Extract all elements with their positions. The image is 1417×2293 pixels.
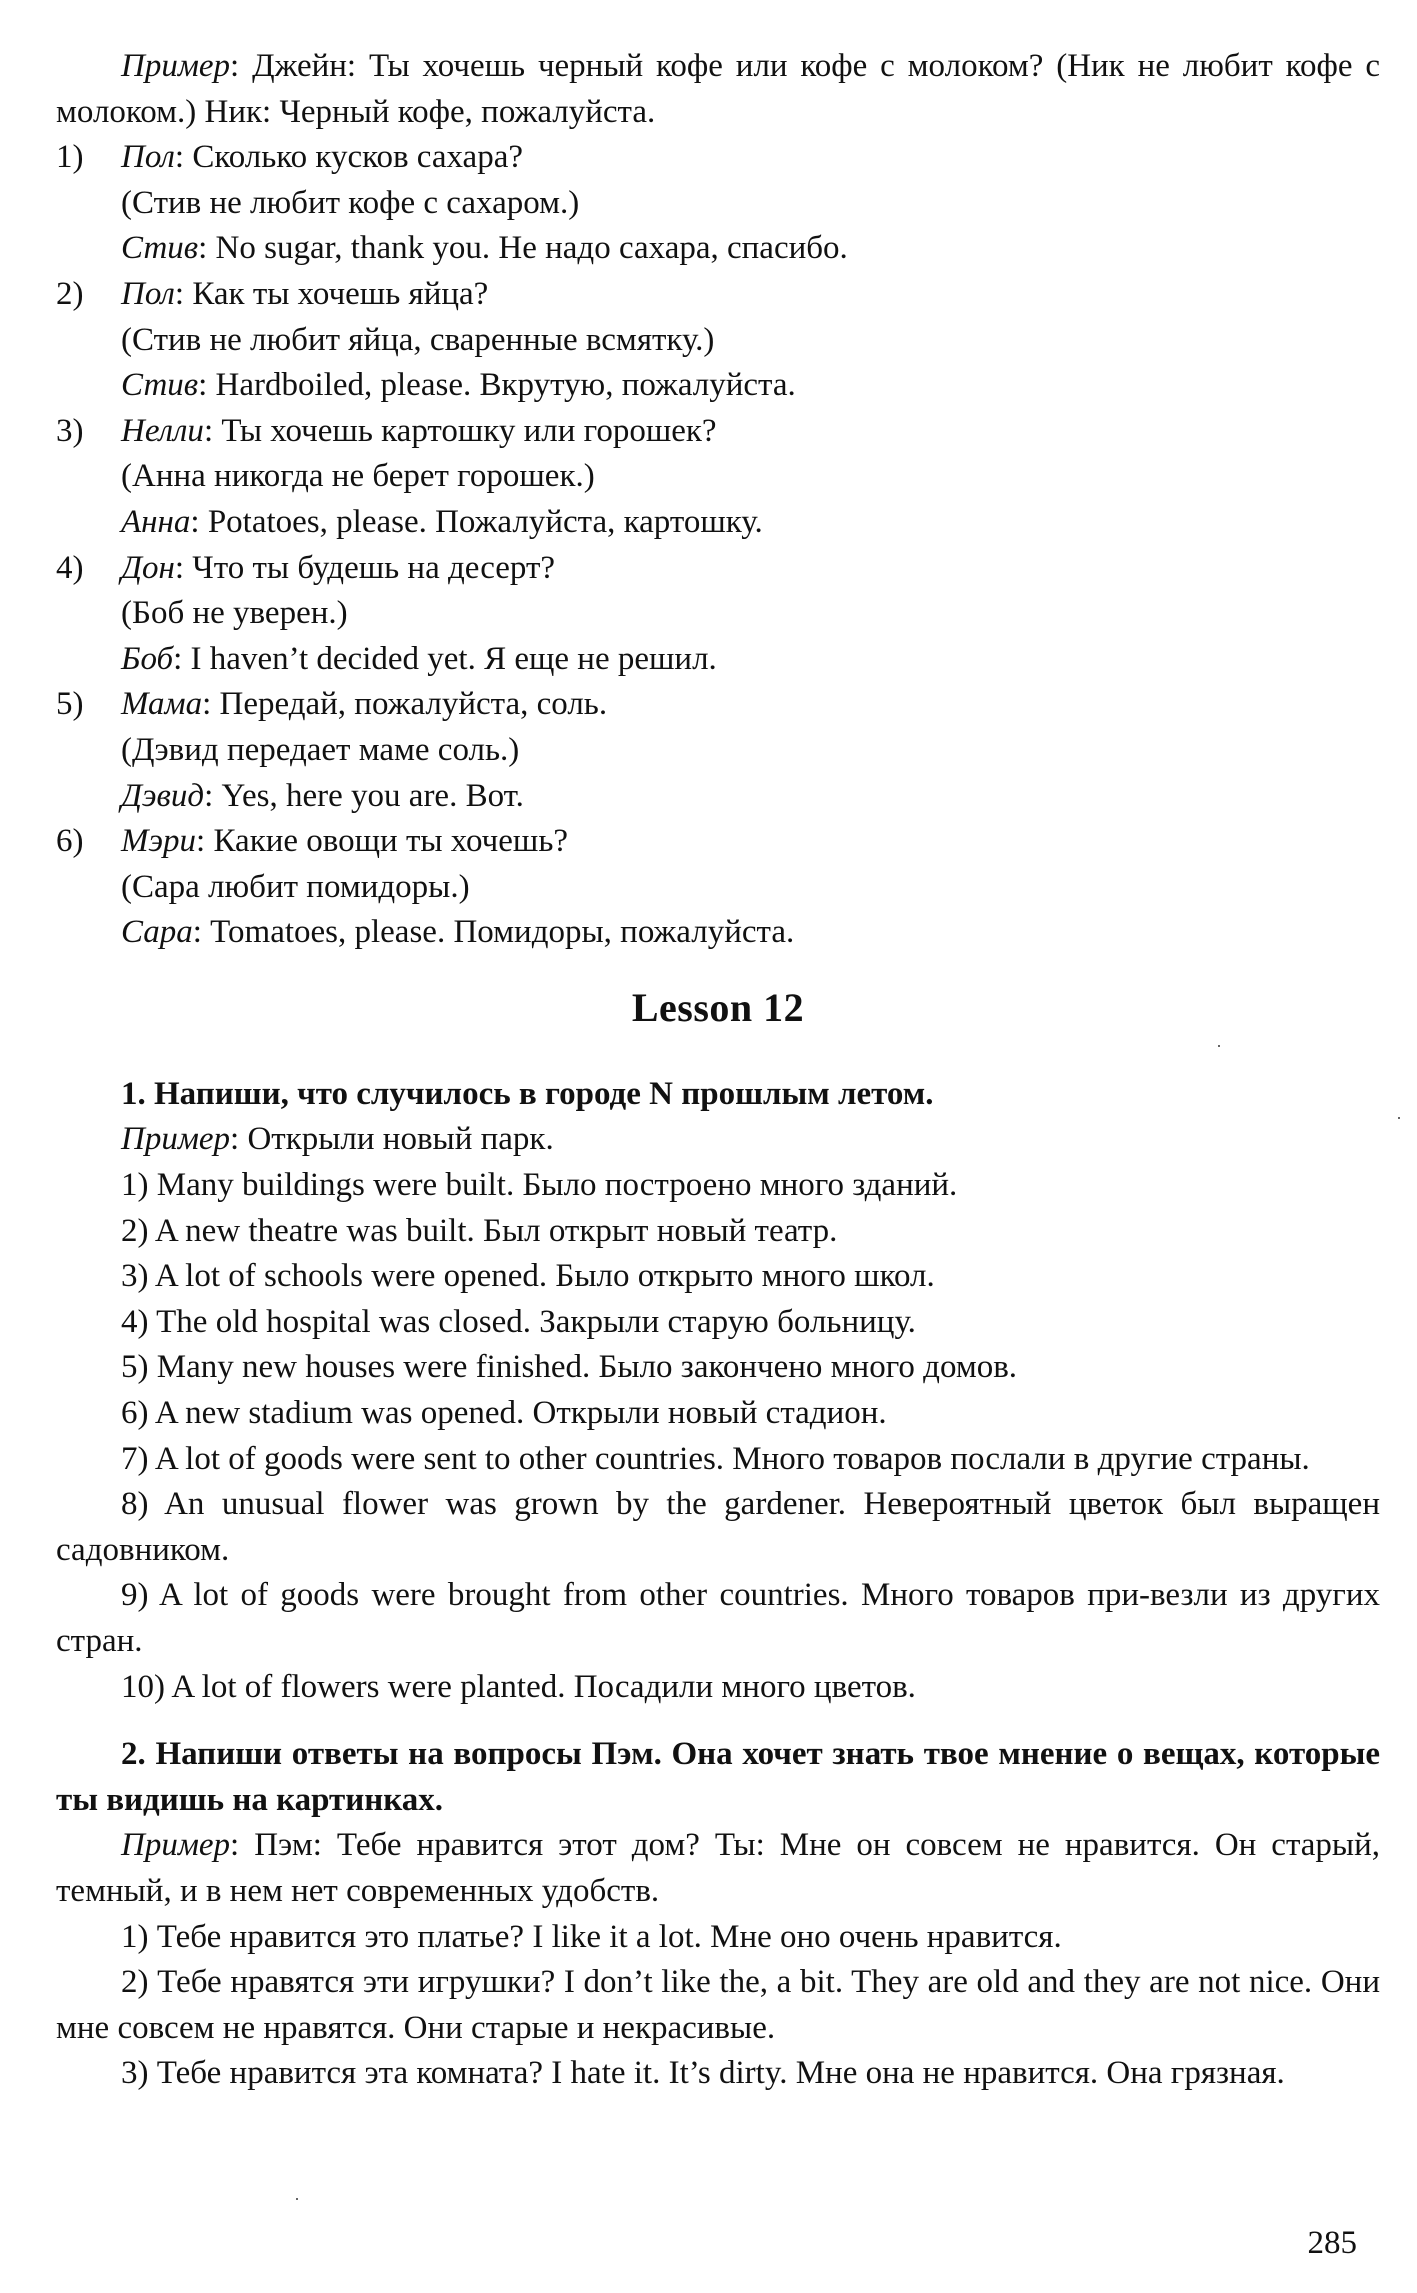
dialogue-item bbox=[56, 682, 1380, 819]
speaker: Пол bbox=[121, 275, 175, 312]
dialogue-example bbox=[56, 44, 1380, 135]
speaker: Сара bbox=[121, 914, 193, 951]
textbook-page bbox=[56, 44, 1380, 2097]
answer-item: 5) Many new houses were finished. Было закончено много домов. bbox=[121, 1349, 1018, 1386]
example-text: : Открыли новый парк. bbox=[230, 1121, 554, 1158]
answer-line: : Tomatoes, please. Помидоры, пожалуйста. bbox=[192, 914, 795, 951]
speaker: Дэвид bbox=[121, 777, 205, 814]
dialogue-item bbox=[56, 272, 1380, 409]
answer-item: 7) A lot of goods were sent to other countries. Много товаров послали в другие страны. bbox=[121, 1440, 1310, 1477]
task-2 bbox=[56, 1732, 1380, 2097]
answer-item: 1) Many buildings were built. Было построено много зданий. bbox=[121, 1167, 958, 1204]
answer-item: 2) A new theatre was built. Был открыт новый театр. bbox=[121, 1212, 838, 1249]
speaker: Пол bbox=[121, 139, 175, 176]
answer-line: : Yes, here you are. Вот. bbox=[204, 777, 524, 814]
example-text: : Джейн: Ты хочешь черный кофе или кофе с молоком? (Ник не любит кофе с молоком.) Ник: Черный кофе, пожалуйста. bbox=[56, 48, 1380, 130]
answer-item: 2) Тебе нравятся эти игрушки? I don’t like the, a bit. They are old and they are not nice. Они мне совсем не нравятся. Они старые и некрасивые. bbox=[56, 1964, 1380, 2046]
speaker: Мама bbox=[121, 686, 203, 723]
scan-speck bbox=[1398, 1117, 1400, 1119]
answer-item: 6) A new stadium was opened. Открыли новый стадион. bbox=[121, 1395, 887, 1432]
answer-item: 4) The old hospital was closed. Закрыли старую больницу. bbox=[121, 1303, 916, 1340]
scan-speck bbox=[296, 2198, 298, 2200]
speaker: Нелли bbox=[121, 412, 204, 449]
lesson-title: Lesson 12 bbox=[631, 984, 805, 1030]
dialogue-item bbox=[56, 409, 1380, 546]
context-note: (Анна никогда не берет горошек.) bbox=[121, 458, 595, 495]
speaker-line: : Что ты будешь на десерт? bbox=[174, 549, 556, 586]
speaker: Дон bbox=[121, 549, 175, 586]
speaker-line: : Передай, пожалуйста, соль. bbox=[202, 686, 608, 723]
answer-line: : I haven’t decided yet. Я еще не решил. bbox=[173, 640, 717, 677]
speaker: Стив bbox=[121, 367, 199, 404]
example-label: Пример bbox=[121, 48, 231, 84]
answer-line: : No sugar, thank you. Не надо сахара, спасибо. bbox=[198, 230, 848, 267]
speaker: Мэри bbox=[121, 823, 197, 860]
context-note: (Боб не уверен.) bbox=[121, 595, 348, 632]
answer-item: 1) Тебе нравится это платье? I like it a lot. Мне оно очень нравится. bbox=[121, 1918, 1062, 1955]
item-number: 1) bbox=[56, 139, 84, 176]
answer-line: : Potatoes, please. Пожалуйста, картошку. bbox=[190, 503, 763, 540]
speaker-line: : Какие овощи ты хочешь? bbox=[196, 823, 569, 860]
example-text: : Пэм: Тебе нравится этот дом? Ты: Мне он совсем не нравится. Он старый, темный, и в нем нет современных удобств. bbox=[56, 1827, 1380, 1909]
speaker-line: : Как ты хочешь яйца? bbox=[174, 275, 489, 312]
page-number: 285 bbox=[1307, 2225, 1357, 2261]
answer-item: 9) A lot of goods were brought from other countries. Много товаров при-везли из других стран. bbox=[56, 1577, 1380, 1659]
speaker: Стив bbox=[121, 230, 199, 267]
context-note: (Стив не любит кофе с сахаром.) bbox=[121, 184, 580, 221]
context-note: (Дэвид передает маме соль.) bbox=[121, 731, 520, 768]
item-number: 2) bbox=[56, 275, 84, 312]
example-label: Пример bbox=[121, 1827, 231, 1864]
speaker: Боб bbox=[121, 640, 174, 677]
task-1-title: 1. Напиши, что случилось в городе N прошлым летом. bbox=[121, 1075, 934, 1112]
dialogue-item bbox=[56, 135, 1380, 272]
dialogue-item bbox=[56, 546, 1380, 683]
task-1 bbox=[56, 1072, 1380, 1710]
item-number: 3) bbox=[56, 412, 84, 449]
answer-item: 3) A lot of schools were opened. Было открыто много школ. bbox=[121, 1258, 935, 1295]
item-number: 6) bbox=[56, 823, 84, 860]
speaker-line: : Ты хочешь картошку или горошек? bbox=[203, 412, 717, 449]
task-2-title: 2. Напиши ответы на вопросы Пэм. Она хочет знать твое мнение о вещах, которые ты видишь на картинках. bbox=[56, 1736, 1380, 1818]
item-number: 5) bbox=[56, 686, 84, 723]
context-note: (Сара любит помидоры.) bbox=[121, 868, 470, 905]
dialogue-item bbox=[56, 819, 1380, 956]
speaker: Анна bbox=[121, 503, 191, 540]
item-number: 4) bbox=[56, 549, 84, 586]
answer-item: 10) A lot of flowers were planted. Посадили много цветов. bbox=[121, 1668, 916, 1705]
answer-item: 3) Тебе нравится эта комната? I hate it. It’s dirty. Мне она не нравится. Она грязная. bbox=[121, 2055, 1285, 2092]
example-label: Пример bbox=[121, 1121, 231, 1158]
speaker-line: : Сколько кусков сахара? bbox=[174, 139, 523, 176]
answer-item: 8) An unusual flower was grown by the gardener. Невероятный цветок был выращен садовником. bbox=[56, 1486, 1380, 1568]
context-note: (Стив не любит яйца, сваренные всмятку.) bbox=[121, 321, 715, 358]
answer-line: : Hardboiled, please. Вкрутую, пожалуйста. bbox=[198, 367, 796, 404]
scan-speck bbox=[1218, 1045, 1220, 1047]
